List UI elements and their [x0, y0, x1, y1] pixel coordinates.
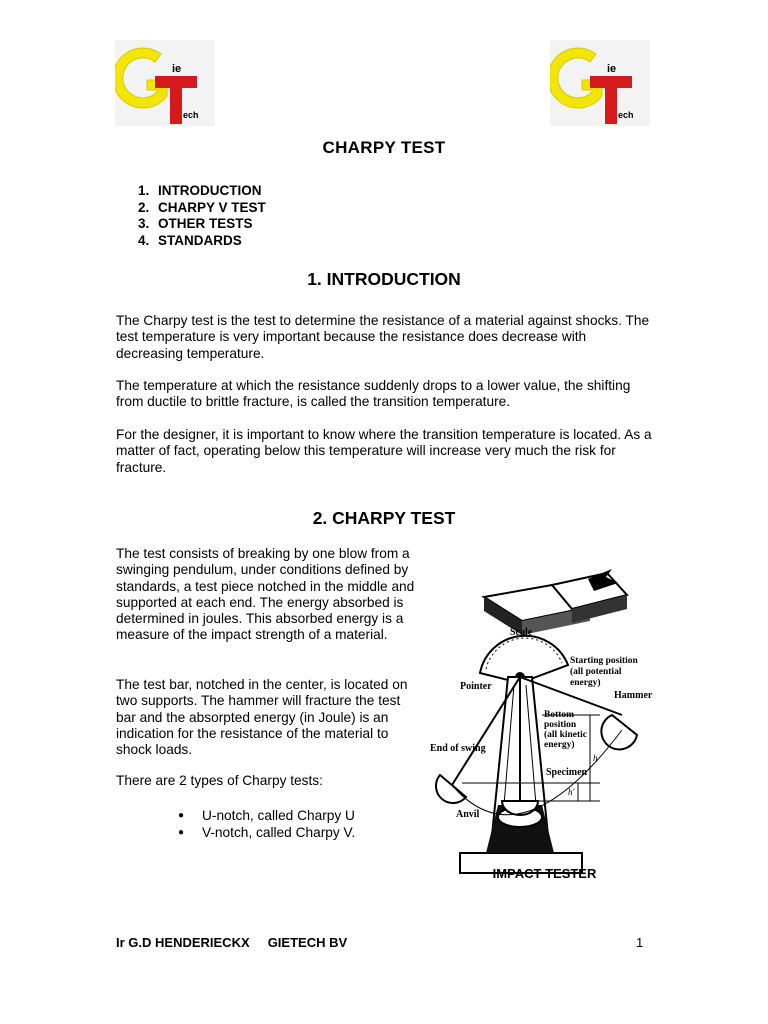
toc-label: INTRODUCTION [158, 183, 262, 198]
toc-label: OTHER TESTS [158, 216, 253, 231]
toc-item [138, 200, 266, 217]
label-bottom: (all kinetic [544, 730, 588, 740]
charpy-types-list [178, 807, 355, 841]
gietech-logo-left [115, 40, 215, 126]
list-item-text: U-notch, called Charpy U [202, 808, 355, 823]
label-scale: Scale [510, 627, 533, 638]
list-item: ● U-notch, called Charpy U [178, 808, 355, 823]
label-starting: Starting position [570, 656, 638, 666]
list-item-text: V-notch, called Charpy V. [202, 825, 356, 840]
logo-text-ech: ech [183, 110, 199, 120]
footer-author: Ir G.D HENDERIECKX GIETECH BV [116, 935, 348, 950]
label-starting: energy) [570, 678, 601, 688]
figure-caption: IMPACT TESTER [492, 866, 597, 881]
label-bottom: energy) [544, 740, 575, 750]
intro-paragraph: For the designer, it is important to know where the transition temperature is located. As a matter of fact, operating below this temperature will increase very much the risk for fracture. [116, 427, 652, 475]
label-anvil: Anvil [456, 809, 480, 820]
charpy-paragraph: The test bar, notched in the center, is located on two supports. The hammer will fracture the test bar and the absorpted energy (in Joule) is an indication for the resistance of the material to shock loads. [116, 677, 408, 758]
label-starting: (all potential [570, 667, 622, 677]
impact-tester-diagram [422, 565, 667, 885]
document-title: CHARPY TEST [322, 138, 446, 157]
section-heading-introduction: 1. INTRODUCTION [307, 269, 461, 289]
toc-label: STANDARDS [158, 232, 242, 248]
toc-item [138, 183, 266, 200]
charpy-paragraph: There are 2 types of Charpy tests: [116, 773, 323, 788]
charpy-paragraph: The test consists of breaking by one blow from a swinging pendulum, under conditions defined by standards, a test piece notched in the middle and supported at each end. The energy absorbed is determined in joules. This absorbed energy is a measure of the impact strength of a material. [116, 546, 415, 643]
label-h: h [593, 753, 598, 763]
toc-number: 2. [138, 199, 150, 215]
toc-number: 3. [138, 216, 150, 231]
toc-item [138, 233, 266, 250]
table-of-contents [138, 183, 266, 249]
toc-number: 4. [138, 232, 150, 248]
label-bottom: position [544, 720, 577, 730]
toc-number: 1. [138, 183, 150, 198]
label-end-of-swing: End of swing [430, 743, 486, 754]
section-heading-charpy-test: 2. CHARPY TEST [312, 508, 456, 528]
list-item: ● V-notch, called Charpy V. [178, 825, 356, 840]
logo-text-ie: ie [607, 63, 617, 75]
gietech-logo-right [550, 40, 650, 126]
intro-paragraph: The Charpy test is the test to determine the resistance of a material against shocks. The test temperature is very important because the resistance does decrease with decreasing temperature. [116, 313, 650, 361]
label-specimen: Specimen [546, 767, 588, 778]
label-bottom: Bottom [544, 710, 575, 720]
label-h-prime: h' [568, 787, 575, 797]
page-number: 1 [636, 935, 644, 950]
toc-item [138, 216, 266, 233]
label-hammer: Hammer [614, 690, 653, 701]
intro-paragraph: The temperature at which the resistance suddenly drops to a lower value, the shifting from ductile to brittle fracture, is called the transition temperature. [116, 378, 631, 410]
toc-label: CHARPY V TEST [158, 199, 266, 215]
label-pointer: Pointer [460, 681, 492, 692]
logo-text-ie: ie [172, 63, 182, 75]
logo-text-ech: ech [618, 110, 634, 120]
